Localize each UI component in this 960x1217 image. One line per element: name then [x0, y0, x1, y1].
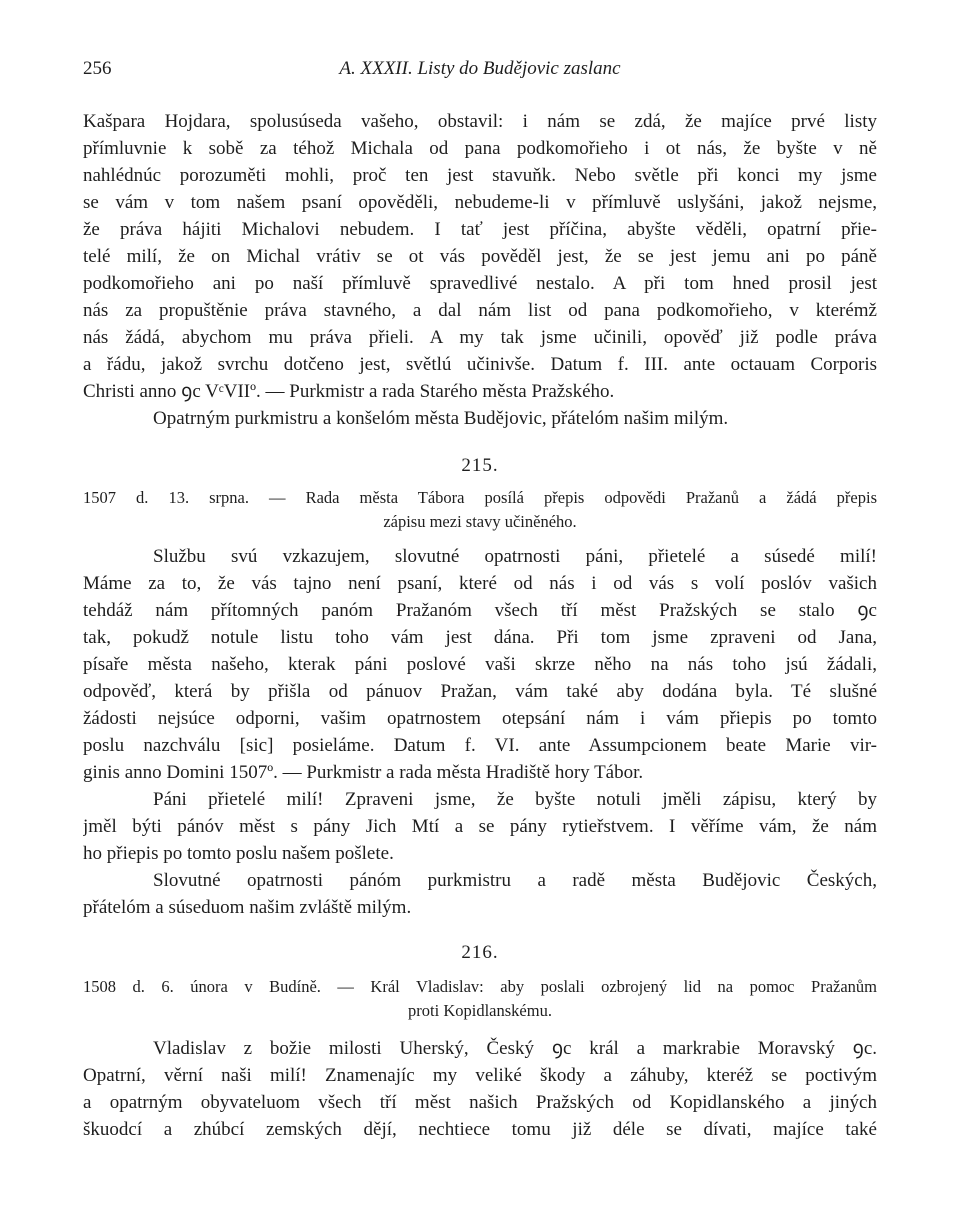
text-line: Opatrní, věrní naši milí! Znamenajíc my veliké škody a záhuby, kteréž se poctivým — [83, 1065, 877, 1086]
text-line: poslu nazchválu [sic] posieláme. Datum f. VI. ante Assumpcionem beate Marie vir- — [83, 735, 877, 756]
text-line: Máme za to, že vás tajno není psaní, které od nás i od vás s volí poslóv vašich — [83, 573, 877, 594]
regest-216 — [83, 975, 877, 1023]
text-line: písaře města našeho, kterak páni poslové vaši skrze něho na nás toho jsú žádali, — [83, 654, 877, 675]
page-number: 256 — [83, 58, 112, 79]
text-line: a řádu, jakož svrchu dotčeno jest, světlú učinivše. Datum f. III. ante octauam Corporis — [83, 354, 877, 375]
document-number-216: 216. — [461, 942, 499, 963]
letter-214-conclusion — [83, 108, 877, 432]
text-line: Christi anno ꝯc VᶜVIIº. — Purkmistr a rada Starého města Pražského. — [83, 381, 615, 402]
text-line: a opatrným obyvateluom všech tří měst našich Pražských od Kopidlanského a jiných — [83, 1092, 877, 1113]
text-line: odpověď, která by přišla od pánuov Pražan, vám také aby dodána byla. Té slušné — [83, 681, 877, 702]
text-line: se vám v tom našem psaní opověděli, nebudeme-li v přímluvě uslyšáni, jakož nejsme, — [83, 192, 877, 213]
text-line: nahlédnúc porozuměti mohli, proč ten jest stavuňk. Nebo světle při konci my jsme — [83, 165, 877, 186]
text-line: ho přiepis po tomto poslu našem pošlete. — [83, 843, 394, 864]
text-line: škuodcí a zhúbcí zemských dějí, nechtiece tomu již déle se dívati, majíce také — [83, 1119, 877, 1140]
text-line: tak, pokudž notule listu toho vám jest dána. Při tom jsme zpraveni od Jana, — [83, 627, 877, 648]
text-line: Vladislav z božie milosti Uherský, Český ꝯc král a markrabie Moravský ꝯc. — [153, 1038, 877, 1059]
regest-line: 1507 d. 13. srpna. — Rada města Tábora posílá přepis odpovědi Pražanů a žádá přepis — [83, 488, 877, 507]
text-line: jměl býti pánóv měst s pány Jich Mtí a se pány rytieřstvem. I věříme vám, že nám — [83, 816, 877, 837]
address-line: přátelóm a súseduom našim zvláště milým. — [83, 897, 412, 918]
text-line: Službu svú vzkazujem, slovutné opatrnosti páni, přietelé a súsedé milí! — [153, 546, 877, 567]
regest-line: proti Kopidlanskému. — [408, 1001, 552, 1020]
text-line: žádosti nejsúce odporni, vašim opatrnostem otepsání nám i vám přiepis po tomto — [83, 708, 877, 729]
text-line: telé milí, že on Michal vrátiv se ot vás pověděl jest, že se jest jemu ani po páně — [83, 246, 877, 267]
text-line: Páni přietelé milí! Zpraveni jsme, že byšte notuli jměli zápisu, který by — [153, 789, 877, 810]
text-line: Kašpara Hojdara, spolusúseda vašeho, obstavil: i nám se zdá, že majíce prvé listy — [83, 111, 877, 132]
text-line: tehdáž nám přítomných panóm Pražanóm všech tří měst Pražských se stalo ꝯc — [83, 600, 877, 621]
document-number-215: 215. — [461, 455, 499, 476]
regest-line: 1508 d. 6. února v Budíně. — Král Vladislav: aby poslali ozbrojený lid na pomoc Pražanům — [83, 977, 877, 996]
letter-215-text — [83, 543, 877, 921]
address-line: Slovutné opatrnosti pánóm purkmistru a radě města Budějovic Českých, — [153, 870, 877, 891]
regest-line: zápisu mezi stavy učiněného. — [383, 512, 577, 531]
text-line: podkomořieho ani po naší přímluvě spravedlivé nestalo. A při tom hned prosil jest — [83, 273, 877, 294]
letter-216-text — [83, 1035, 877, 1143]
text-line: ginis anno Domini 1507º. — Purkmistr a rada města Hradiště hory Tábor. — [83, 762, 644, 783]
text-line: přímluvnie k sobě za téhož Michala od pana podkomořieho i ot nás, že byšte v ně — [83, 138, 877, 159]
running-title: A. XXXII. Listy do Budějovic zaslanc — [339, 58, 621, 79]
text-line: nás za propuštěnie práva stavného, a dal nám list od pana podkomořieho, v kterémž — [83, 300, 877, 321]
text-line: že práva hájiti Michalovi nebudem. I tať jest příčina, abyšte věděli, opatrní přie- — [83, 219, 877, 240]
address-line: Opatrným purkmistru a konšelóm města Budějovic, přátelóm našim milým. — [153, 408, 729, 429]
text-line: nás žádá, abychom mu práva přieli. A my tak jsme učinili, opověď již podle práva — [83, 327, 877, 348]
regest-215 — [83, 486, 877, 534]
page-header — [83, 58, 877, 88]
